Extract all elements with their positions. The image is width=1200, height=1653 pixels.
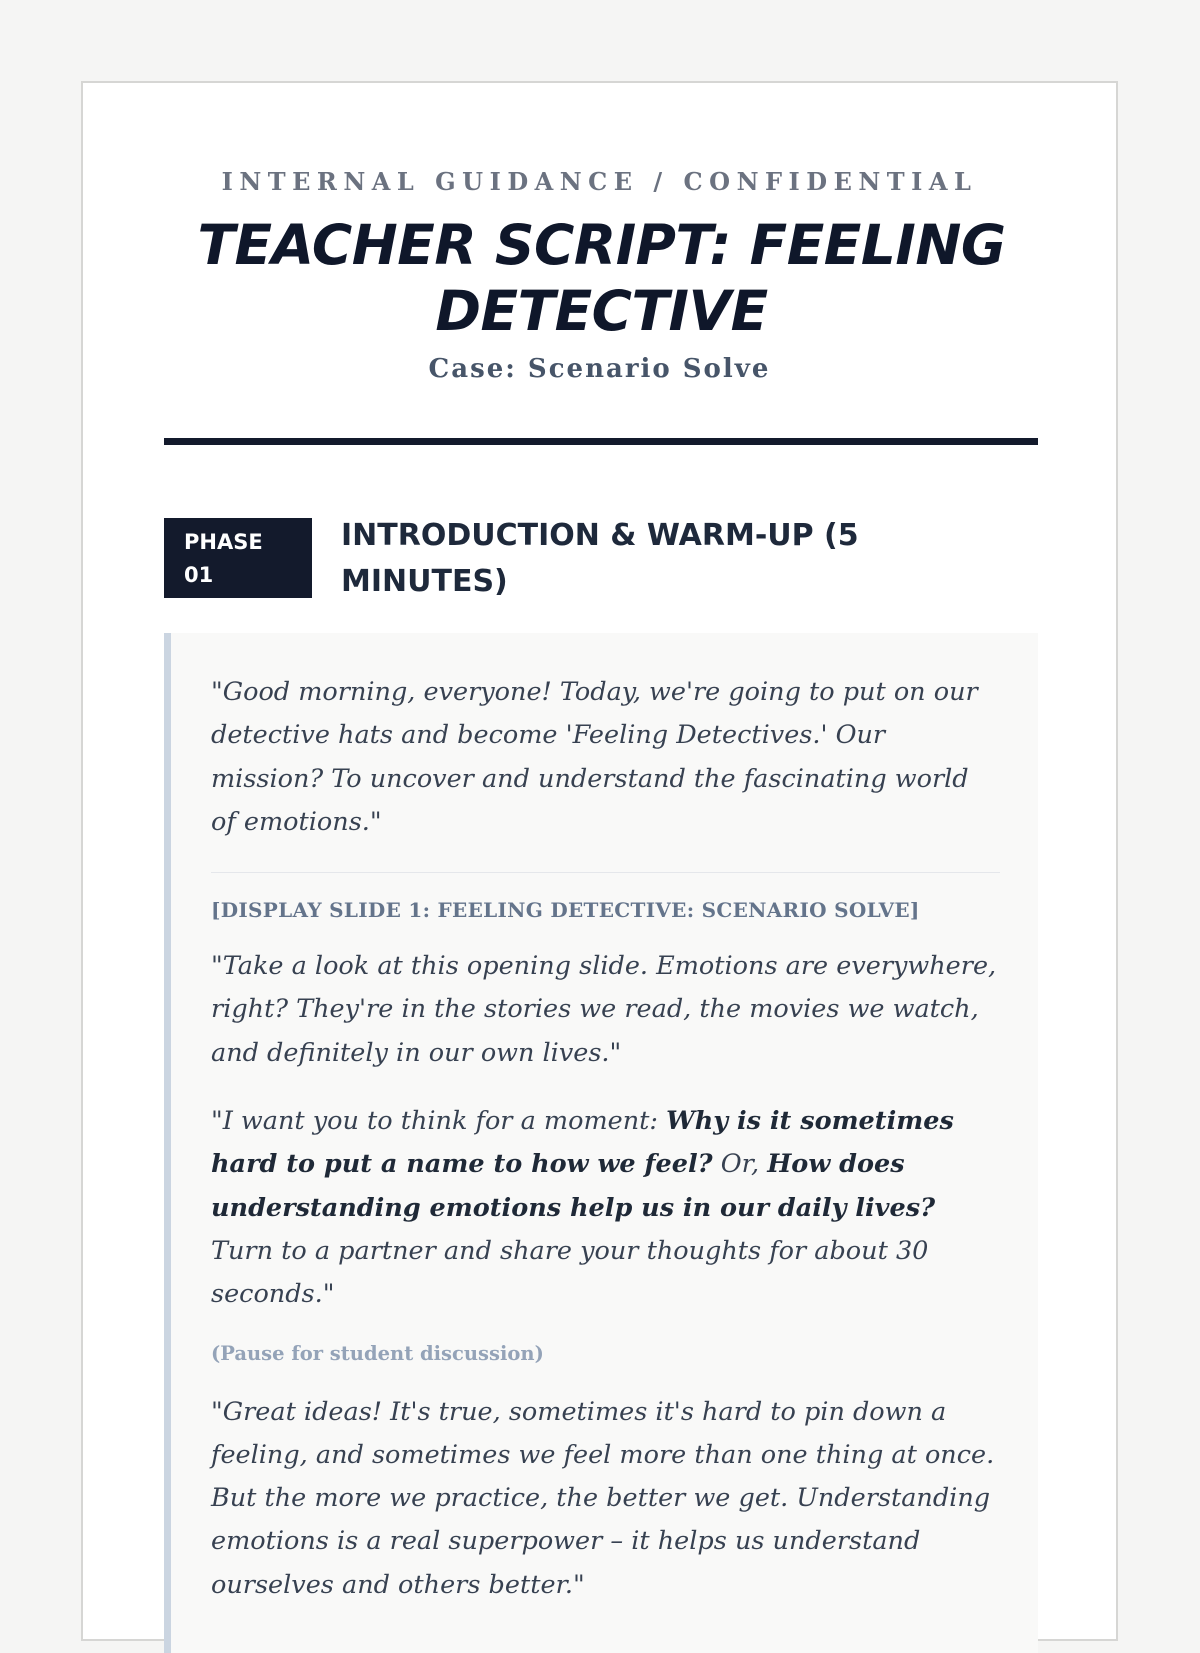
document-page [81,81,1118,1641]
script-quote-opening: "Good morning, everyone! Today, we're going to put on our detective hats and become 'Feeling Detectives.' Our mission? To uncover and understand the fascinating world of emotions." [211,677,978,837]
slide-cue: [DISPLAY SLIDE 1: FEELING DETECTIVE: SCENARIO SOLVE] [211,898,920,923]
prompt-text-2: Or, [712,1149,768,1180]
pause-note: (Pause for student discussion) [211,1341,544,1365]
prompt-question-1: Why is it sometimes hard to put a name to how we feel? [211,1106,954,1180]
prompt-question-2: How does understanding emotions help us in our daily lives? [211,1149,936,1223]
script-divider [211,872,1000,873]
phase-badge [164,518,312,598]
script-quote-slide: "Take a look at this opening slide. Emotions are everywhere, right? They're in the stories we read, the movies we watch, and definitely in our own lives." [211,951,997,1068]
script-quote-closing: "Great ideas! It's true, sometimes it's hard to pin down a feeling, and sometimes we feel more than one thing at once. But the more we practice, the better we get. Understanding emotions is a real superpower – it helps us understand ourselves and others better." [211,1396,995,1600]
script-block [164,633,1038,1653]
page-title: TEACHER SCRIPT: FEELING DETECTIVE [197,213,1006,343]
phase-badge-number: 01 [184,563,214,587]
confidential-kicker: INTERNAL GUIDANCE / CONFIDENTIAL [221,167,978,196]
prompt-text-1: "I want you to think for a moment: [211,1106,667,1137]
header-divider [164,438,1038,445]
phase-section-title: INTRODUCTION & WARM-UP (5 MINUTES) [341,518,859,599]
prompt-text-3: Turn to a partner and share your thoughts for about 30 seconds." [211,1235,929,1310]
script-quote-prompt [211,1100,1000,1316]
phase-badge-label: PHASE [184,530,263,554]
case-subtitle: Case: Scenario Solve [428,354,771,384]
